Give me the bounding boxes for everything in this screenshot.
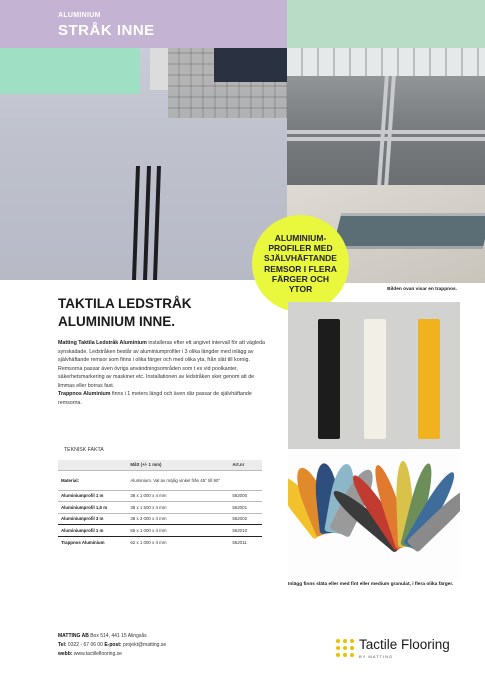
website-link[interactable]: www.tactileflooring.se [72,650,122,657]
photo-tactile-strips-floor [0,48,287,280]
footer-contact: MATTING AB Box 514, 441 15 Alingsås Tel: 0322 - 67 06 00 E-post: projekt@matting.se webb: www.tactileflooring.se [58,633,167,657]
photo-profile-strips [288,302,460,449]
photo-caption: Bilden ovan visar en trappnos. [387,287,457,292]
dot-grid-icon [336,639,354,657]
photo-color-samples [288,449,460,579]
table-row: Aluminiumprofil 3 m 38 x 3 000 x 4 mm 562002 [58,513,262,525]
tech-facts-label: TEKNISK FAKTA [64,447,104,453]
feature-badge-text: ALUMINIUM-PROFILER MED SJÄLVHÄFTANDE REMSOR I FLERA FÄRGER OCH YTOR [264,232,337,294]
samples-caption: Inlägg finns släta eller med fint eller medium granulat, i flera olika färger. [288,582,454,587]
tactile-flooring-logo: Tactile Flooring BY MATTING [336,637,466,663]
product-title: TAKTILA LEDSTRÅK ALUMINIUM INNE. [58,296,192,329]
header-title: STRÅK INNE [58,22,155,39]
table-row: Aluminiumprofil 1,5 m 38 x 1 500 x 4 mm 562001 [58,502,262,514]
table-row: Aluminiumprofil 1 m 65 x 1 000 x 4 mm 562010 [58,525,262,537]
email-link[interactable]: projekt@matting.se [121,641,167,648]
photo-guidance-path-hall [287,48,485,185]
table-row: Trappnos Aluminium 62 x 1 000 x 4 mm 562011 [58,536,262,548]
header-accent-band [287,0,485,48]
tech-facts-table: Mått (+/- 1 mm) Art.nr Material: Aluminium. Val av möjlig vinkel från 45° till 90° Aluminiumprofil 1 m 38 x 1 000 x 4 mm 562000 Aluminiumprofil 1,5 m 38 x 1 500 x 4 mm 562001 Aluminiumprofil 3 m 38 x 3 000 x 4 mm 562002 Aluminiumprofil 1 m 65 x 1 000 x 4 mm 562010 Trappnos Aluminium 62 x 1 000 x 4 mm 562011 [58,460,262,548]
table-row: Aluminiumprofil 1 m 38 x 1 000 x 4 mm 562000 [58,490,262,502]
table-row: Material: Aluminium. Val av möjlig vinkel från 45° till 90° [58,470,262,490]
feature-badge [252,215,349,312]
product-description: Matting Taktila Ledstråk Aluminium installeras efter ett angivet intervall för att vägleda synskadade. Ledstråken består av aluminiumprofiler i 3 olika längder med inlägg av självhäftande remsor som finns i olika färger och med olika yta, från slät till kornig. Remsorna passar även övrigs användningsområden som t ex vid poolkanter, säkerhetsmarkering av maskiner etc. Installationen av ledstråken sker genom att de limmas eller borras fast. Trappnos Aluminium finns i 1 meters längd och även där passar de självhäftande remsorna. [58,340,265,407]
header-band [0,0,287,48]
header-category: ALUMINIUM [58,12,101,19]
